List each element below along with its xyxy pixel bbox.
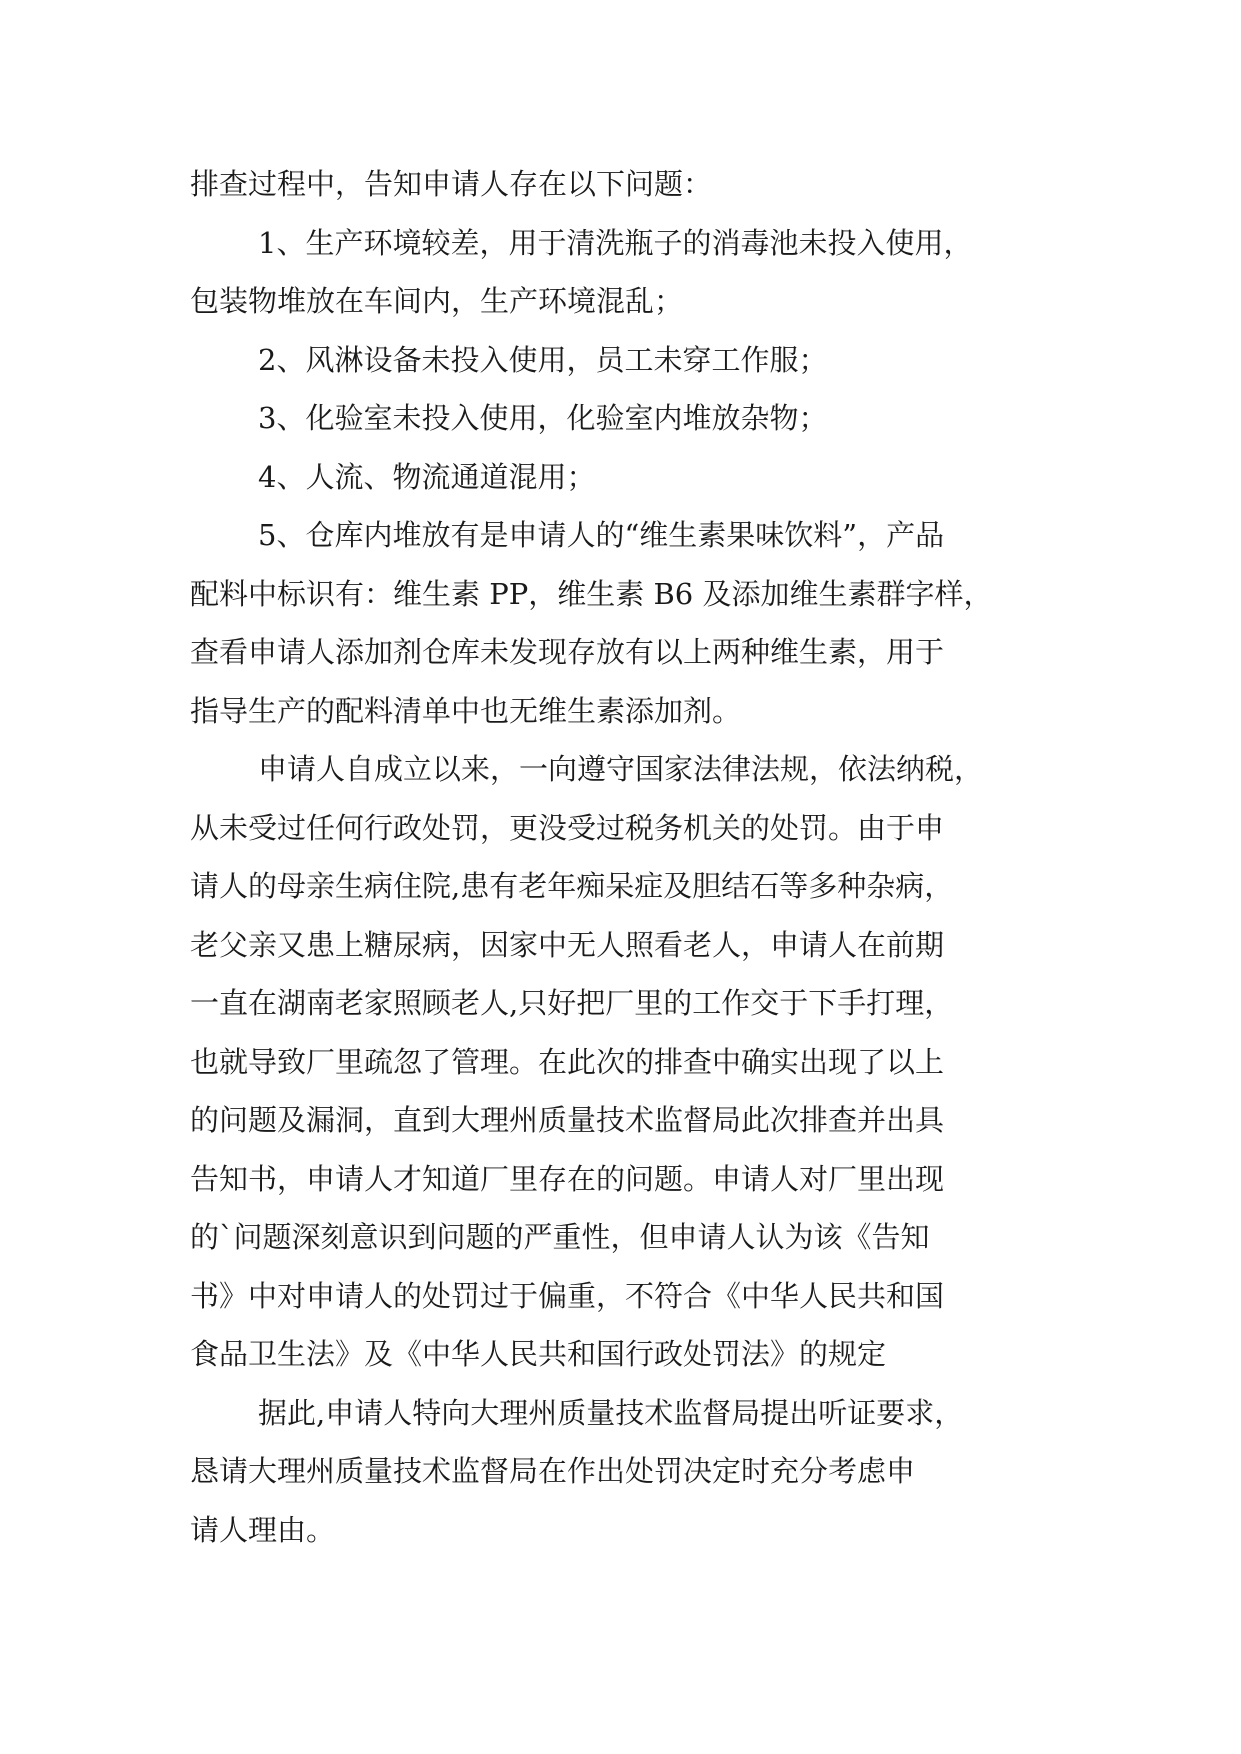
text-line: 书》中对申请人的处罚过于偏重，不符合《中华人民共和国: [190, 1278, 945, 1313]
text-line: 包装物堆放在车间内，生产环境混乱；: [190, 284, 684, 318]
text-line: 的问题及漏洞，直到大理州质量技术监督局此次排查并出具: [190, 1103, 945, 1137]
text-line: 从未受过任何行政处罚，更没受过税务机关的处罚。由于申: [190, 810, 945, 845]
text-line: 4、人流、物流通道混用；: [258, 459, 596, 494]
text-line: 3、化验室未投入使用，化验室内堆放杂物；: [258, 401, 828, 435]
text-line: 也就导致厂里疏忽了管理。在此次的排查中确实出现了以上: [190, 1044, 945, 1079]
document-body: [190, 155, 1070, 1559]
document-page: [190, 155, 1070, 1559]
text-line: 2、风淋设备未投入使用，员工未穿工作服；: [258, 342, 828, 377]
text-line: 请人理由。: [190, 1512, 336, 1547]
text-line: 据此,申请人特向大理州质量技术监督局提出听证要求，: [258, 1395, 964, 1430]
text-line: 食品卫生法》及《中华人民共和国行政处罚法》的规定: [190, 1337, 887, 1371]
text-line: 指导生产的配料清单中也无维生素添加剂。: [190, 693, 742, 728]
text-line: 恳请大理州质量技术监督局在作出处罚决定时充分考虑申: [190, 1454, 916, 1488]
text-line: 请人的母亲生病住院,患有老年痴呆症及胆结石等多种杂病，: [190, 869, 954, 903]
text-line: 排查过程中，告知申请人存在以下问题：: [190, 167, 713, 201]
text-line: 老父亲又患上糖尿病，因家中无人照看老人，申请人在前期: [190, 927, 945, 962]
text-line: 申请人自成立以来，一向遵守国家法律法规，依法纳税，: [258, 752, 984, 786]
text-line: 一直在湖南老家照顾老人,只好把厂里的工作交于下手打理，: [190, 986, 954, 1020]
text-line: 5、仓库内堆放有是申请人的“维生素果味饮料”，产品: [258, 518, 945, 552]
text-line: 告知书，申请人才知道厂里存在的问题。申请人对厂里出现: [190, 1161, 945, 1196]
text-line: 配料中标识有：维生素 PP，维生素 B6 及添加维生素群字样，: [190, 576, 993, 611]
text-line: 1、生产环境较差，用于清洗瓶子的消毒池未投入使用，: [258, 225, 973, 260]
text-line: 查看申请人添加剂仓库未发现存放有以上两种维生素，用于: [190, 635, 945, 669]
text-line: 的`问题深刻意识到问题的严重性，但申请人认为该《告知: [190, 1220, 930, 1254]
